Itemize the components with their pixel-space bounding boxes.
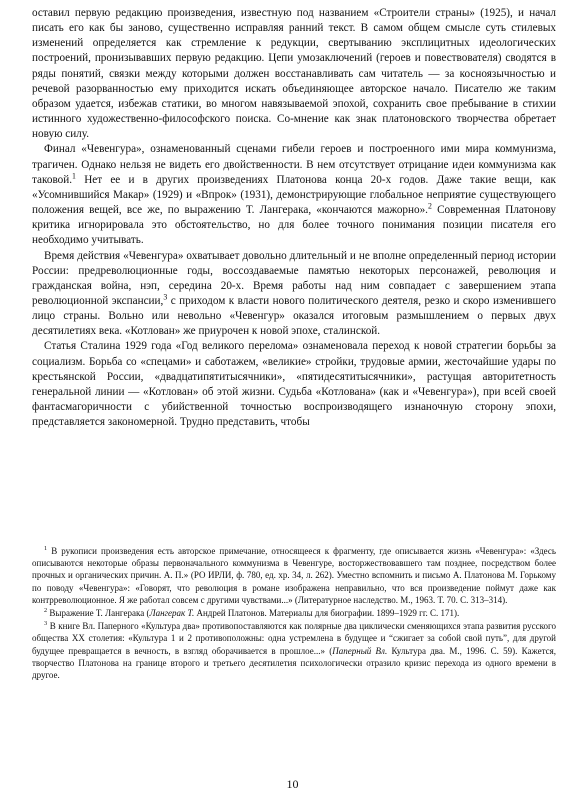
- footnote-author: Лангерак Т.: [149, 608, 195, 619]
- footnote: [32, 545, 556, 606]
- paragraph-text: с приходом к власти нового политического деятеля, резко и скоро изменившего лицо страны. Вольно или невольно «Чевенгур» оказался итоговым размышлением о первых двух десятилетиях века. «Котлован» же приурочен к новой эпохе, сталинской.: [32, 294, 557, 338]
- footnote-text: Андрей Платонов. Материалы для биографии. 1899–1929 гг. С. 171).: [194, 608, 460, 619]
- main-text: [32, 6, 556, 430]
- footnotes: [32, 545, 556, 682]
- footnote-number: 3: [44, 620, 48, 628]
- paragraph-text: Современная Платонову критика игнорировала это обстоятельство, но для более точного понимания позиции писателя его необходимо учитывать.: [32, 204, 556, 247]
- paragraph: [32, 249, 556, 340]
- footnote-marker: 3: [163, 292, 168, 302]
- paragraph-text: Нет ее и в других произведениях Платонова конца 20-х годов. Даже такие вещи, как «Усомнившийся Макар» (1929) и «Впрок» (1931), демонстрирующие глобальное неприятие существующего положения вещей, все же, по выражению Т. Лангерака, «кончаются мажорно».: [32, 173, 556, 217]
- paragraph-text: Время действия «Чевенгура» охватывает довольно длительный и не вполне определенный период истории России: предреволюционные годы, воссоздаваемые памятью некоторых персонажей, революция и гражданская война, нэп, середина 20-х. Время работы над ним совпадает с завершением этапа революционной экспансии,: [32, 249, 556, 307]
- page-number: 10: [286, 777, 299, 791]
- footnote-text: В книге Вл. Паперного «Культура два» противопоставляются как полярные два циклически сменяющихся этапа развития русского общества XX столетия: «Культура 1 и 2 противоположны: одна устремлена в будущее и “сжигает за собой свой путь”, для другой будущее превращается в вечность, в взгляд оборачивается в прошлое...» (: [32, 621, 557, 656]
- footnote: [32, 620, 556, 681]
- footnote-number: 1: [44, 545, 48, 552]
- footnote: [32, 607, 556, 619]
- footnote-text: Выражение Т. Лангерака (: [49, 608, 150, 619]
- footnote-marker: 2: [427, 201, 432, 211]
- footnote-text: Культура два. М., 1996. С. 59). Кажется, творчество Платонова на границе второго и третьего десятилетия психологически отразило кризис перехода из одного времени в другое.: [32, 645, 556, 681]
- footnote-marker: 1: [72, 170, 76, 180]
- paragraph: [32, 142, 556, 248]
- footnote-author: Паперный Вл.: [332, 645, 388, 656]
- paragraph-text: Финал «Чевенгура», ознаменованный сценами гибели героев и построенного ими мира коммунизма, трагичен. Однако нельзя не видеть его двойственности. В нем отсутствует отрицание идеи коммунизма как таковой.: [32, 143, 556, 186]
- paragraph: Статья Сталина 1929 года «Год великого перелома» ознаменовала переход к новой стратегии борьбы за социализм. Борьба со «спецами» и саботажем, «великие» стройки, трудовые армии, жесточайшие удары по крестьянской России, «двадцатипятитысячники», «пятидесятитысячники», растущая авторитетность генеральной линии — «Котлован» об этой жизни. Судьба «Котлована» (как и «Чевенгура»), при всей своей фантасмагоричности с убийственной точностью воспроизводящего изнаночную сторону эпохи, представляется закономерной. Трудно представить, чтобы: [32, 340, 556, 429]
- paragraph: оставил первую редакцию произведения, известную под названием «Строители страны» (1925), и начал писать его как бы заново, существенно исправляя ранний текст. В самом общем смысле суть стилевых изменений определяется как стремление к редукции, свертыванию эксплицитных идеологических построений, пронизывавших первую редакцию. Цепи умозаключений (героев и повествователя) сводятся в ряды понятий, связки между которыми должен восстанавливать сам читатель — за косноязычностью и речевой разорванностью ему приходится искать объединяющее авторское начало. Писателю же таким образом удается, избежав статики, во многом навязываемой эпохой, сохранить свое пребывание в стихии истинного художественно-философского поиска. Со-мнение как знак платоновского творчества обретает новую силу.: [32, 7, 556, 141]
- footnote-number: 2: [44, 607, 48, 615]
- footnote-text: В рукописи произведения есть авторское примечание, относящееся к фрагменту, где описывается жизнь «Чевенгура»: «Здесь описываются некоторые образы первоначального коммунизма в Чевенгуре, восторжествовавшего там позднее, посредством более прочных и органических причин. А. П.» (РО ИРЛИ, ф. 780, ед. хр. 34, л. 262). Уместно вспомнить и письмо А. Платонова М. Горькому по поводу «Чевенгура»: «Говорят, что революция в романе изображена неправильно, что вся произведение поймут даже как контрреволюционное. Я же работал совсем с другими чувствами...» (Литературное наследство. М., 1963. Т. 70. С. 313–314).: [32, 546, 556, 605]
